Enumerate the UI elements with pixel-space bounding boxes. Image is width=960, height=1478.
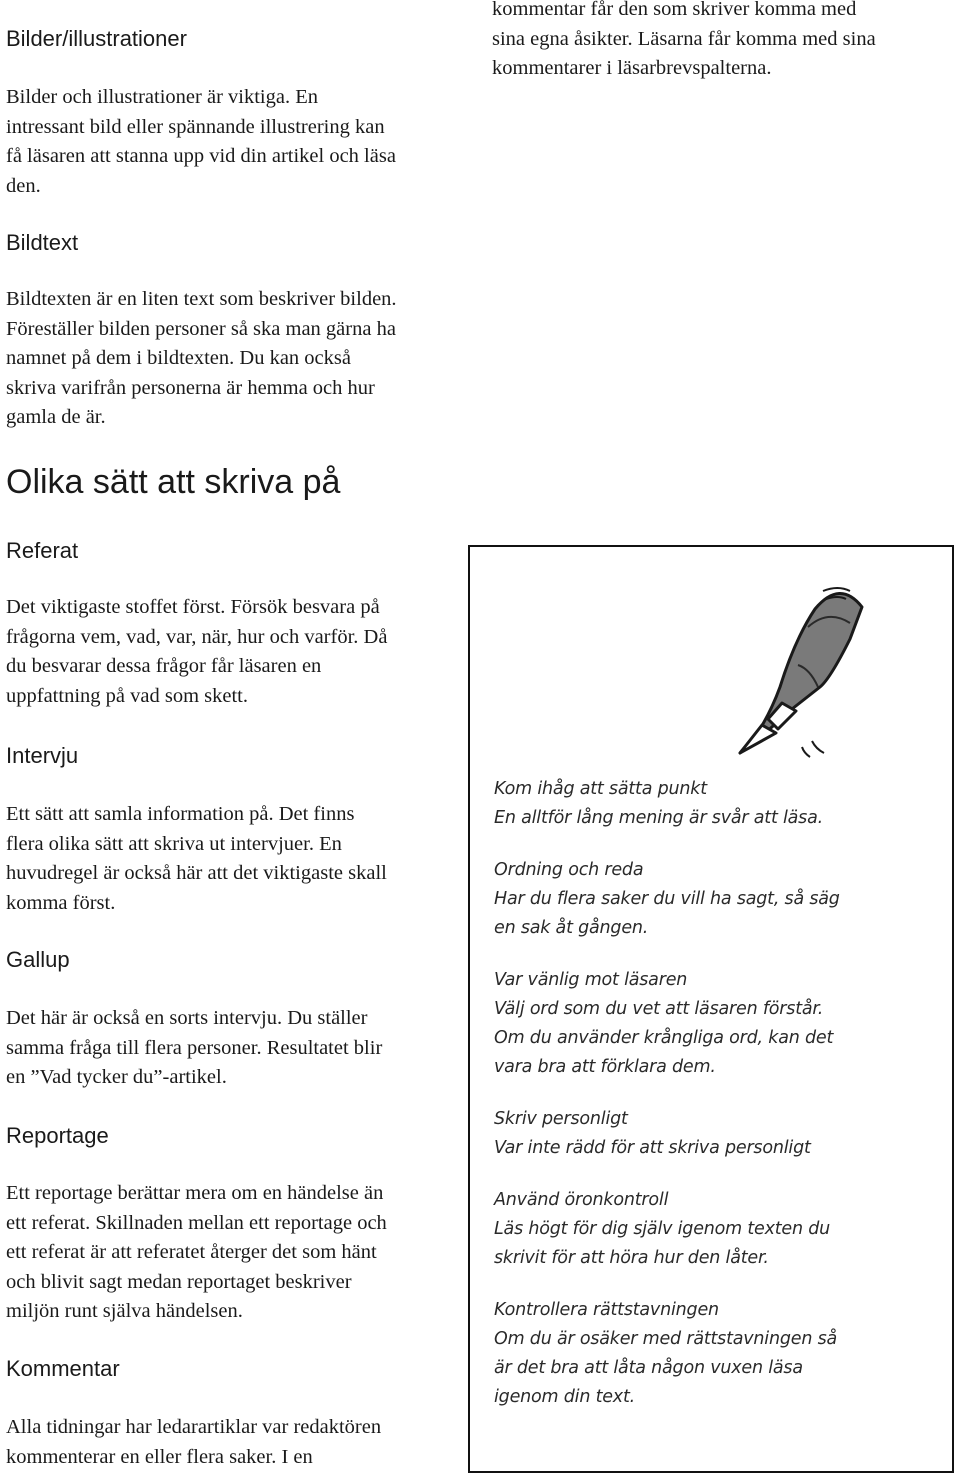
paragraph-referat <box>6 593 468 711</box>
text-line: gamla de är. <box>6 406 106 428</box>
text-line: skriva varifrån personerna är hemma och hur <box>6 376 375 399</box>
heading-bildtext: Bildtext <box>6 230 79 255</box>
heading-intervju: Intervju <box>6 743 79 768</box>
text-line: miljön runt själva händelsen. <box>6 1300 243 1322</box>
tip-title: Var vänlig mot läsaren <box>494 970 688 990</box>
text-line: en ”Vad tycker du”-artikel. <box>6 1066 227 1088</box>
text-line: Bildtexten är en liten text som beskriver bilden. <box>6 288 397 310</box>
paragraph-bildtext <box>6 285 468 433</box>
text-line: uppfattning på vad som skett. <box>6 684 248 707</box>
tip-item <box>494 1186 944 1273</box>
paragraph-kommentar <box>6 1413 468 1472</box>
tip-item <box>494 1105 944 1163</box>
tips-list <box>494 775 944 1435</box>
section-title: Olika sätt att skriva på <box>6 463 341 501</box>
pencil-icon <box>700 569 870 759</box>
tip-text: Var inte rädd för att skriva personligt <box>494 1138 811 1158</box>
text-line: den. <box>6 174 41 197</box>
text-line: och blivit sagt medan reportaget beskriver <box>6 1270 352 1293</box>
text-line: huvudregel är också här att det viktigaste skall <box>6 862 387 884</box>
text-line: frågorna vem, vad, var, när, hur och varför. Då <box>6 625 388 648</box>
text-line: Bilder och illustrationer är viktiga. En <box>6 86 318 108</box>
paragraph-gallup <box>6 1004 468 1093</box>
tip-title: Ordning och reda <box>494 860 644 880</box>
paragraph-kommentar-continued <box>492 0 954 84</box>
tip-text: Om du använder krångliga ord, kan det <box>494 1028 834 1048</box>
paragraph-bilder <box>6 83 468 201</box>
tip-text: Läs högt för dig själv igenom texten du <box>494 1219 831 1239</box>
text-line: kommenterar en eller flera saker. I en <box>6 1445 313 1468</box>
tip-text: igenom din text. <box>494 1387 635 1407</box>
text-line: komma först. <box>6 891 116 914</box>
text-line: du besvarar dessa frågor får läsaren en <box>6 655 322 677</box>
tip-item <box>494 1296 944 1412</box>
paragraph-intervju <box>6 800 468 918</box>
tip-title: Kontrollera rättstavningen <box>494 1300 719 1320</box>
text-line: sina egna åsikter. Läsarna får komma med sina <box>492 27 876 50</box>
tip-title: Använd öronkontroll <box>494 1190 669 1210</box>
tip-title: Kom ihåg att sätta punkt <box>494 779 707 799</box>
text-line: kommentarer i läsarbrevspalterna. <box>492 57 772 79</box>
heading-reportage: Reportage <box>6 1123 109 1148</box>
tip-item <box>494 775 944 833</box>
paragraph-reportage <box>6 1179 468 1327</box>
tip-text: vara bra att förklara dem. <box>494 1057 716 1077</box>
tip-item <box>494 856 944 943</box>
heading-gallup: Gallup <box>6 947 70 972</box>
text-line: kommentar får den som skriver komma med <box>492 0 857 20</box>
text-line: samma fråga till flera personer. Resultatet blir <box>6 1036 383 1059</box>
text-line: namnet på dem i bildtexten. Du kan också <box>6 347 351 369</box>
text-line: få läsaren att stanna upp vid din artikel och läsa <box>6 145 396 167</box>
tip-text: skrivit för att höra hur den låter. <box>494 1248 769 1268</box>
text-line: ett referat. Skillnaden mellan ett reportage och <box>6 1211 387 1234</box>
tip-title: Skriv personligt <box>494 1109 628 1129</box>
tip-text: Om du är osäker med rättstavningen så <box>494 1329 838 1349</box>
text-line: intressant bild eller spännande illustrering kan <box>6 115 385 138</box>
tip-text: är det bra att låta någon vuxen läsa <box>494 1358 803 1378</box>
tip-text: En alltför lång mening är svår att läsa. <box>494 808 823 828</box>
text-line: Föreställer bilden personer så ska man gärna ha <box>6 317 396 340</box>
text-line: Ett sätt att samla information på. Det finns <box>6 803 355 825</box>
text-line: Ett reportage berättar mera om en händelse än <box>6 1182 384 1204</box>
tip-text: en sak åt gången. <box>494 918 649 938</box>
tip-item <box>494 966 944 1082</box>
text-line: Det här är också en sorts intervju. Du ställer <box>6 1007 368 1029</box>
heading-kommentar: Kommentar <box>6 1356 120 1381</box>
heading-referat: Referat <box>6 538 79 563</box>
text-line: Det viktigaste stoffet först. Försök besvara på <box>6 596 380 618</box>
text-line: Alla tidningar har ledarartiklar var redaktören <box>6 1416 382 1438</box>
writing-tips-box <box>468 545 954 1473</box>
heading-bilder: Bilder/illustrationer <box>6 26 187 51</box>
tip-text: Har du flera saker du vill ha sagt, så säg <box>494 889 840 909</box>
text-line: ett referat är att referatet återger det som hänt <box>6 1241 377 1263</box>
tip-text: Välj ord som du vet att läsaren förstår. <box>494 999 824 1019</box>
text-line: flera olika sätt att skriva ut intervjuer. En <box>6 832 342 855</box>
